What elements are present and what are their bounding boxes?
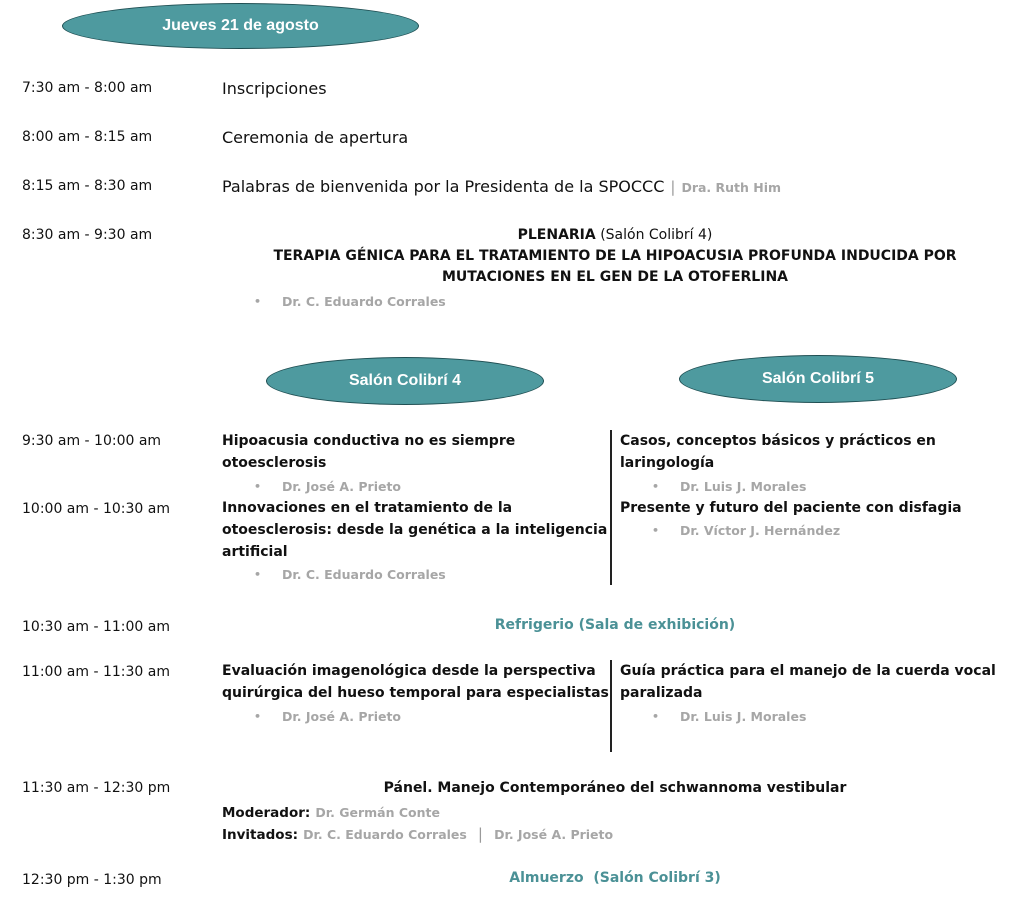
plenary-room: (Salón Colibrí 4) — [600, 227, 713, 243]
talk-right-1100-speaker — [652, 709, 806, 724]
talk-title-line: quirúrgica del hueso temporal para especialistas — [222, 685, 609, 701]
bullet-icon: • — [652, 524, 660, 537]
talk-title-line: otoesclerosis — [222, 455, 327, 471]
talk-title-line: Casos, conceptos básicos y prácticos en — [620, 433, 936, 449]
room-header-left — [266, 357, 544, 405]
plenary-heading — [222, 225, 1008, 246]
panel-title: Pánel. Manejo Contemporáneo del schwannoma vestibular — [383, 780, 847, 796]
talk-title-line: paralizada — [620, 685, 703, 701]
speaker-name: Dr. Germán Conte — [315, 805, 440, 820]
bullet-icon: • — [652, 480, 660, 493]
talk-left-1000-speaker — [254, 567, 446, 582]
talk-title-line: Guía práctica para el manejo de la cuerda vocal — [620, 663, 996, 679]
talk-right-1100 — [620, 660, 996, 704]
event-registration: Inscripciones — [222, 79, 327, 98]
talk-left-1100 — [222, 660, 609, 704]
time-slot-6: 10:00 am - 10:30 am — [22, 501, 170, 517]
speaker-name: Dr. C. Eduardo Corrales — [303, 827, 467, 842]
speaker-name: Dr. José A. Prieto — [282, 479, 402, 494]
plenary-speaker — [254, 294, 446, 309]
talk-title-line: Innovaciones en el tratamiento de la — [222, 500, 513, 516]
plenary-title-line1: TERAPIA GÉNICA PARA EL TRATAMIENTO DE LA HIPOACUSIA PROFUNDA INDUCIDA POR — [273, 248, 957, 264]
talk-left-1000 — [222, 497, 607, 563]
day-header-label: Jueves 21 de agosto — [162, 17, 319, 34]
event-opening: Ceremonia de apertura — [222, 128, 409, 147]
talk-right-930-speaker — [652, 479, 806, 494]
break-lunch: Almuerzo (Salón Colibrí 3) — [509, 870, 721, 886]
room-right-label: Salón Colibrí 5 — [761, 370, 874, 387]
time-slot-4: 8:30 am - 9:30 am — [22, 227, 153, 243]
panel-moderator — [222, 802, 440, 821]
speaker-name: Dr. C. Eduardo Corrales — [282, 567, 446, 582]
moderator-label: Moderador: — [222, 805, 311, 821]
bullet-icon: • — [652, 710, 660, 723]
speaker-name: Dr. Víctor J. Hernández — [680, 523, 841, 538]
day-header — [62, 3, 419, 49]
time-slot-8: 11:00 am - 11:30 am — [22, 664, 170, 680]
time-slot-1: 7:30 am - 8:00 am — [22, 80, 153, 96]
talk-title-line: artificial — [222, 544, 288, 560]
speaker-name: Dr. Luis J. Morales — [680, 479, 807, 494]
talk-title-line: Presente y futuro del paciente con disfagia — [620, 500, 962, 516]
plenary-label: PLENARIA — [517, 227, 596, 243]
plenary-block — [222, 225, 1008, 288]
bullet-icon: • — [254, 480, 262, 493]
event-welcome-title: Palabras de bienvenida por la Presidenta de la SPOCCC — [222, 177, 665, 196]
talk-right-1000 — [620, 497, 962, 519]
talk-title-line: laringología — [620, 455, 715, 471]
speaker-name: Dr. José A. Prieto — [282, 709, 402, 724]
bullet-icon: • — [254, 568, 262, 581]
talk-title-line: otoesclerosis: desde la genética a la inteligencia — [222, 522, 608, 538]
talk-title-line: Evaluación imagenológica desde la perspectiva — [222, 663, 596, 679]
separator: | — [477, 825, 483, 843]
speaker-name: Dr. C. Eduardo Corrales — [282, 294, 446, 309]
break-refreshment: Refrigerio (Sala de exhibición) — [494, 617, 736, 633]
plenary-title-line2: MUTACIONES EN EL GEN DE LA OTOFERLINA — [441, 269, 788, 285]
bullet-icon: • — [254, 295, 262, 308]
event-welcome — [222, 177, 781, 196]
talk-right-930 — [620, 430, 936, 474]
speaker-name: Dra. Ruth Him — [681, 180, 782, 195]
talk-title-line: Hipoacusia conductiva no es siempre — [222, 433, 516, 449]
talk-left-1100-speaker — [254, 709, 401, 724]
panel-guests — [222, 824, 613, 843]
time-slot-3: 8:15 am - 8:30 am — [22, 178, 153, 194]
room-left-label: Salón Colibrí 4 — [348, 372, 461, 389]
time-slot-9: 11:30 am - 12:30 pm — [22, 780, 171, 796]
time-slot-2: 8:00 am - 8:15 am — [22, 129, 153, 145]
separator: | — [670, 178, 676, 196]
talk-right-1000-speaker — [652, 523, 840, 538]
time-slot-10: 12:30 pm - 1:30 pm — [22, 872, 162, 888]
column-divider — [610, 660, 612, 752]
time-slot-5: 9:30 am - 10:00 am — [22, 433, 162, 449]
room-header-right — [679, 355, 957, 403]
bullet-icon: • — [254, 710, 262, 723]
talk-left-930 — [222, 430, 515, 474]
column-divider — [610, 430, 612, 585]
guests-label: Invitados: — [222, 827, 298, 843]
speaker-name: Dr. José A. Prieto — [494, 827, 614, 842]
speaker-name: Dr. Luis J. Morales — [680, 709, 807, 724]
talk-left-930-speaker — [254, 479, 401, 494]
time-slot-7: 10:30 am - 11:00 am — [22, 619, 170, 635]
